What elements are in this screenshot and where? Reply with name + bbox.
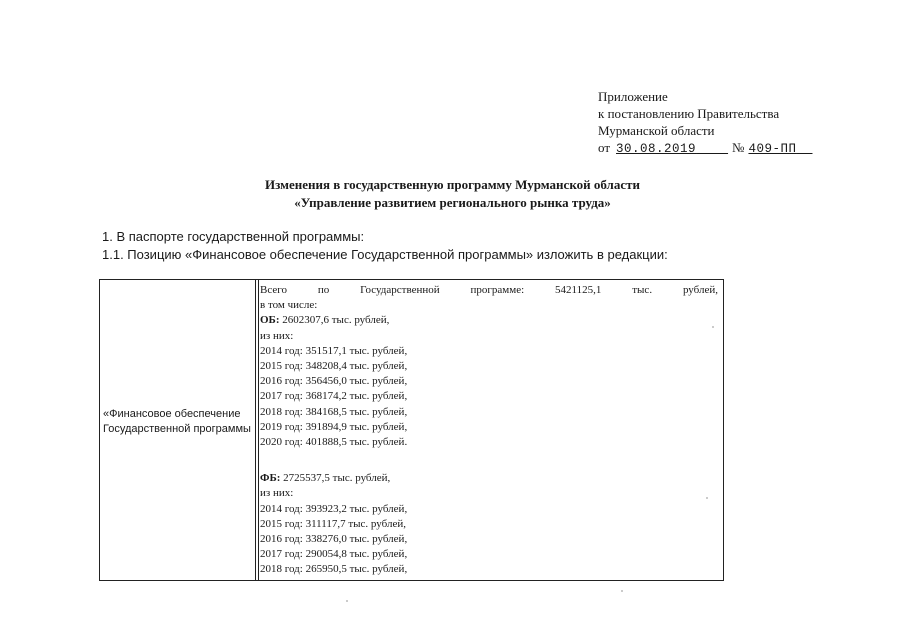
ob-year-row: 2018 год: 384168,5 тыс. рублей,	[260, 405, 408, 418]
appendix-line-2: к постановлению Правительства	[598, 106, 780, 121]
ob-year-row: 2014 год: 351517,1 тыс. рублей,	[260, 344, 408, 357]
total-line-2: в том числе:	[260, 299, 318, 312]
paragraph-1-1: 1.1. Позицию «Финансовое обеспечение Государственной программы» изложить в редакции:	[102, 247, 668, 262]
appendix-block	[598, 88, 812, 158]
ob-value: 2602307,6 тыс. рублей,	[282, 314, 390, 327]
date-underline-tail	[696, 141, 728, 158]
scan-speck	[706, 497, 708, 499]
fb-header	[260, 471, 720, 486]
scan-speck	[621, 590, 623, 592]
fb-year-row: 2016 год: 338276,0 тыс. рублей,	[260, 533, 408, 546]
fb-year-row: 2018 год: 265950,5 тыс. рублей,	[260, 563, 408, 576]
total-word: рублей,	[682, 284, 718, 296]
resolution-number: 409-ПП	[748, 142, 797, 156]
ob-year-row: 2019 год: 391894,9 тыс. рублей,	[260, 420, 408, 433]
appendix-line-3: Мурманской области	[598, 123, 715, 138]
total-word: тыс.	[632, 284, 653, 296]
paragraph-1: 1. В паспорте государственной программы:	[102, 229, 365, 244]
total-word: по	[317, 284, 330, 296]
position-label-cell: «Финансовое обеспечение Государственной программы	[103, 408, 251, 435]
total-word: Всего	[260, 284, 287, 296]
number-prefix: №	[732, 140, 745, 155]
fb-value: 2725537,5 тыс. рублей,	[283, 472, 391, 485]
ob-label: ОБ:	[260, 314, 280, 327]
fb-year-row: 2015 год: 311117,7 тыс. рублей,	[260, 517, 406, 530]
document-title-line-2: «Управление развитием регионального рынка труда»	[294, 195, 611, 210]
number-underline-tail	[796, 141, 812, 158]
appendix-date-line	[598, 139, 812, 158]
fb-year-row: 2014 год: 393923,2 тыс. рублей,	[260, 502, 408, 515]
fb-sub: из них:	[260, 487, 294, 500]
scan-speck	[712, 326, 714, 328]
fb-label: ФБ:	[260, 472, 281, 485]
ob-year-row: 2017 год: 368174,2 тыс. рублей,	[260, 390, 408, 403]
ob-year-row: 2020 год: 401888,5 тыс. рублей.	[260, 436, 408, 449]
total-word: Государственной	[360, 284, 440, 296]
table-divider	[255, 280, 256, 580]
table-divider-inner	[258, 280, 259, 580]
total-word: 5421125,1	[555, 284, 602, 296]
date-prefix: от	[598, 140, 611, 155]
resolution-date: 30.08.2019	[616, 142, 697, 156]
ob-header	[260, 313, 720, 328]
ob-year-row: 2016 год: 356456,0 тыс. рублей,	[260, 375, 408, 388]
document-title-line-1: Изменения в государственную программу Мурманской области	[265, 177, 640, 192]
total-word: программе:	[470, 284, 525, 296]
financing-details-cell	[260, 283, 720, 578]
ob-year-row: 2015 год: 348208,4 тыс. рублей,	[260, 360, 408, 373]
ob-sub: из них:	[260, 329, 294, 342]
appendix-line-1: Приложение	[598, 89, 668, 104]
total-line	[260, 283, 718, 298]
scan-speck	[346, 600, 348, 602]
financing-table	[99, 279, 724, 581]
fb-year-row: 2017 год: 290054,8 тыс. рублей,	[260, 548, 408, 561]
section-gap	[260, 450, 720, 471]
